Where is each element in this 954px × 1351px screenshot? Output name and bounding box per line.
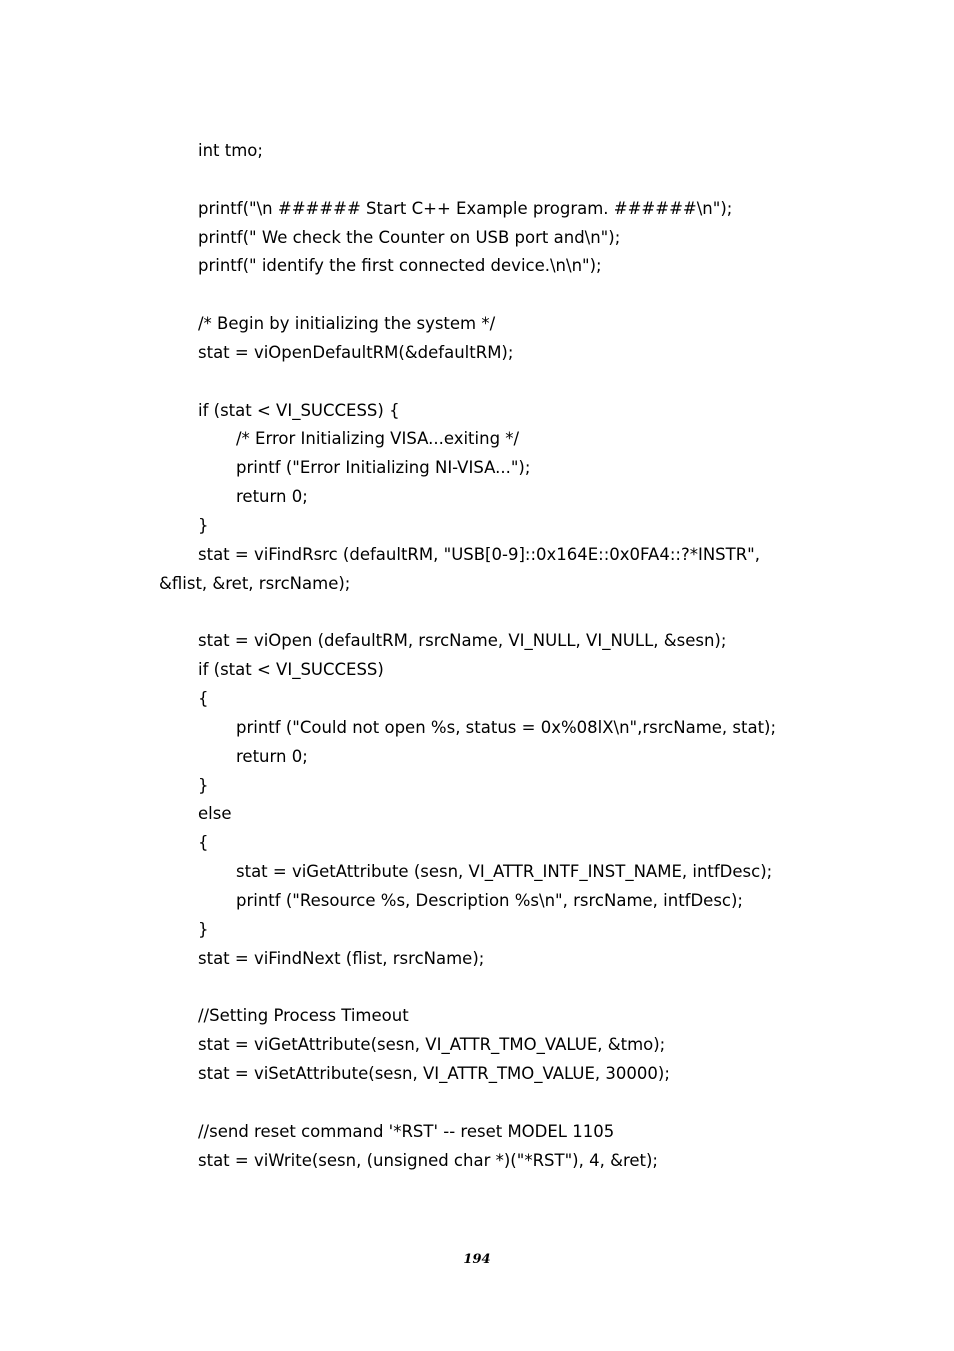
code-line: { xyxy=(198,833,209,853)
code-line: printf("\n ###### Start C++ Example program. ######\n"); xyxy=(198,198,733,218)
code-line: } xyxy=(198,775,209,795)
blank-line xyxy=(0,166,954,195)
code-line: int tmo; xyxy=(198,141,263,160)
code-line: /* Begin by initializing the system */ xyxy=(198,314,496,334)
code-line: &flist, &ret, rsrcName); xyxy=(159,573,351,593)
code-line: else xyxy=(198,804,232,824)
code-line: //Setting Process Timeout xyxy=(198,1006,409,1026)
blank-line xyxy=(0,973,954,1002)
code-line: printf ("Error Initializing NI-VISA..."); xyxy=(236,458,531,478)
page-number: 194 xyxy=(463,1252,491,1267)
blank-line xyxy=(0,281,954,310)
code-line: /* Error Initializing VISA...exiting */ xyxy=(236,429,520,449)
code-line: printf ("Could not open %s, status = 0x%08lX\n",rsrcName, stat); xyxy=(236,717,777,737)
code-line: } xyxy=(198,515,209,535)
code-listing xyxy=(0,137,954,1175)
code-line: stat = viFindNext (flist, rsrcName); xyxy=(198,948,485,968)
blank-line xyxy=(0,599,954,628)
code-line: return 0; xyxy=(236,487,308,507)
code-line: stat = viOpenDefaultRM(&defaultRM); xyxy=(198,342,514,362)
code-line: //send reset command '*RST' -- reset MODEL 1105 xyxy=(198,1121,615,1141)
code-line: stat = viFindRsrc (defaultRM, "USB[0-9]::0x164E::0x0FA4::?*INSTR", xyxy=(198,544,761,564)
code-line: } xyxy=(198,919,209,939)
code-line: stat = viWrite(sesn, (unsigned char *)("*RST"), 4, &ret); xyxy=(198,1150,658,1170)
code-line: stat = viGetAttribute(sesn, VI_ATTR_TMO_VALUE, &tmo); xyxy=(198,1035,666,1055)
blank-line xyxy=(0,1089,954,1118)
code-line: if (stat < VI_SUCCESS) xyxy=(198,660,384,680)
code-line: stat = viOpen (defaultRM, rsrcName, VI_NULL, VI_NULL, &sesn); xyxy=(198,631,727,651)
code-line: printf(" We check the Counter on USB port and\n"); xyxy=(198,227,621,247)
code-line: stat = viSetAttribute(sesn, VI_ATTR_TMO_VALUE, 30000); xyxy=(198,1064,670,1083)
code-line: return 0; xyxy=(236,746,308,766)
code-line: printf ("Resource %s, Description %s\n", rsrcName, intfDesc); xyxy=(236,890,743,910)
code-line: if (stat < VI_SUCCESS) { xyxy=(198,400,400,420)
code-line: stat = viGetAttribute (sesn, VI_ATTR_INTF_INST_NAME, intfDesc); xyxy=(236,862,773,882)
code-line: printf(" identify the first connected device.\n\n"); xyxy=(198,256,602,276)
blank-line xyxy=(0,368,954,397)
code-line: { xyxy=(198,689,209,709)
